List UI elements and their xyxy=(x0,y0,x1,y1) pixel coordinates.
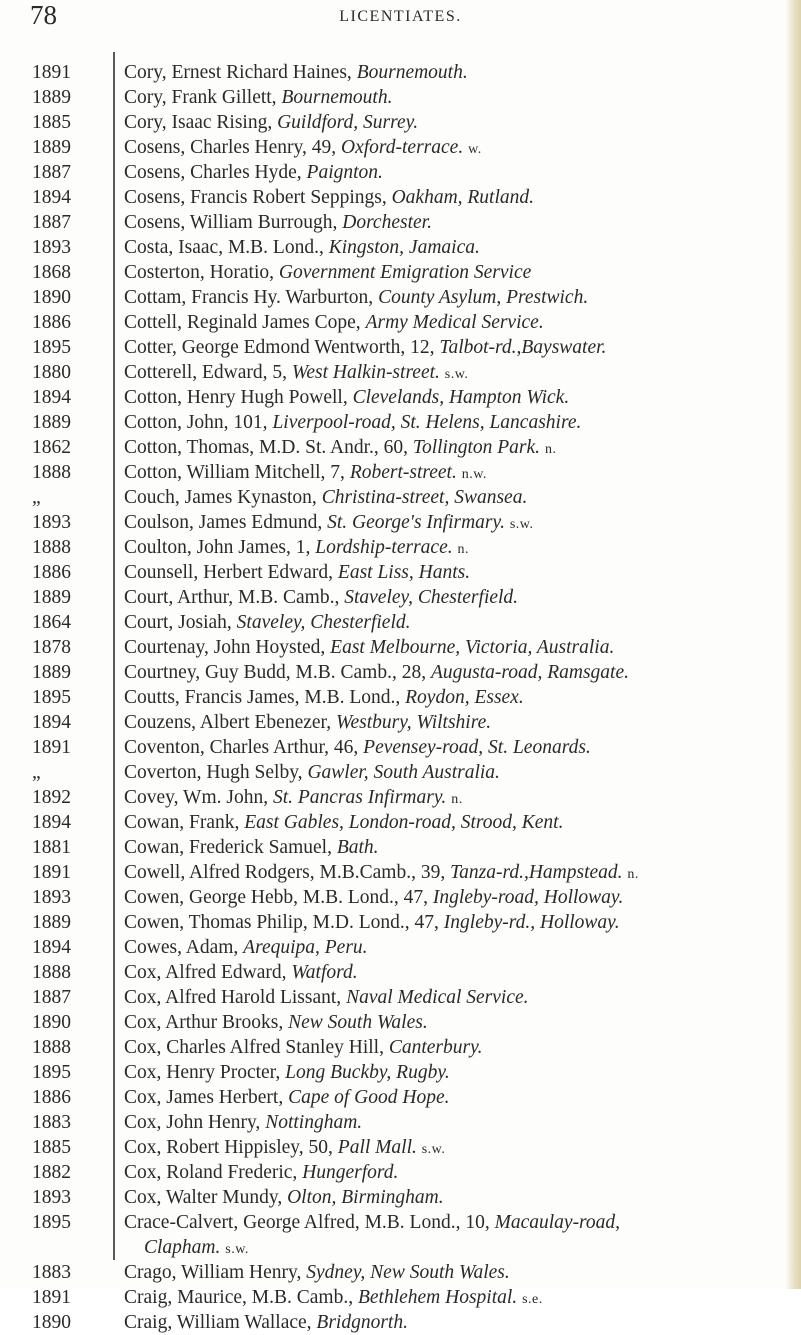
entry-text xyxy=(124,210,786,235)
list-item xyxy=(0,660,790,685)
list-item xyxy=(0,710,790,735)
list-item xyxy=(0,685,790,710)
entry-year: 1889 xyxy=(32,87,71,108)
entry-text xyxy=(124,1210,786,1235)
entry-text xyxy=(124,1310,786,1335)
list-item xyxy=(0,985,790,1010)
entry-year: 1891 xyxy=(32,62,71,83)
entry-text xyxy=(124,310,786,335)
entry-year: 1880 xyxy=(32,362,71,383)
entry-district: n. xyxy=(544,442,557,457)
entry-year: 1894 xyxy=(32,187,71,208)
entry-name: Cotton, John, 101, xyxy=(124,412,273,433)
list-item xyxy=(0,410,790,435)
entry-district: s.w. xyxy=(509,517,534,532)
entry-text xyxy=(124,635,786,660)
entry-address: Arequipa, Peru. xyxy=(243,937,368,958)
entry-year: 1889 xyxy=(32,412,71,433)
entry-district: s.w. xyxy=(225,1242,249,1257)
entry-list xyxy=(0,60,790,1335)
entry-district: s.w. xyxy=(421,1142,446,1157)
entry-address: Talbot-rd.,Bayswater. xyxy=(439,337,607,358)
entry-text xyxy=(124,585,786,610)
entry-name: Counsell, Herbert Edward, xyxy=(124,562,338,583)
entry-text xyxy=(124,835,786,860)
entry-year: 1891 xyxy=(32,737,71,758)
entry-text xyxy=(124,185,786,210)
list-item xyxy=(0,1260,790,1285)
entry-text xyxy=(124,435,786,462)
list-item xyxy=(0,1135,790,1160)
entry-address: Government Emigration Service xyxy=(278,262,532,283)
entry-name: Coventon, Charles Arthur, 46, xyxy=(124,737,364,758)
list-item xyxy=(0,360,790,385)
list-item xyxy=(0,935,790,960)
entry-name: Cory, Isaac Rising, xyxy=(124,112,278,133)
entry-text xyxy=(124,1135,786,1162)
entry-text xyxy=(124,885,786,910)
entry-name: Cox, Walter Mundy, xyxy=(124,1187,288,1208)
list-item xyxy=(0,435,790,460)
entry-address: Kingston, Jamaica. xyxy=(328,237,480,258)
entry-year: 1889 xyxy=(32,137,71,158)
list-item xyxy=(0,110,790,135)
entry-name: Cox, Robert Hippisley, 50, xyxy=(124,1137,338,1158)
running-head: LICENTIATES. xyxy=(339,8,462,25)
entry-year: 1888 xyxy=(32,962,71,983)
entry-name: Cotton, Thomas, M.D. St. Andr., 60, xyxy=(124,437,413,458)
entry-address: Liverpool-road, St. Helens, Lancashire. xyxy=(272,412,582,433)
list-item xyxy=(0,1060,790,1085)
entry-address: Hungerford. xyxy=(302,1162,399,1183)
entry-name: Coutts, Francis James, M.B. Lond., xyxy=(124,687,406,708)
entry-name: Courtenay, John Hoysted, xyxy=(124,637,331,658)
entry-address: Olton, Birmingham. xyxy=(287,1187,444,1208)
entry-year: 1892 xyxy=(32,787,71,808)
list-item xyxy=(0,335,790,360)
entry-year: 1890 xyxy=(32,287,71,308)
entry-text xyxy=(124,935,786,960)
entry-name: Cox, John Henry, xyxy=(124,1112,266,1133)
list-item xyxy=(0,785,790,810)
entry-text xyxy=(124,860,786,887)
list-item xyxy=(0,760,790,785)
entry-address: East Melbourne, Victoria, Australia. xyxy=(330,637,615,658)
entry-year: 1889 xyxy=(32,587,71,608)
entry-name: Coulson, James Edmund, xyxy=(124,512,328,533)
entry-name: Cowell, Alfred Rodgers, M.B.Camb., 39, xyxy=(124,862,451,883)
entry-address: County Asylum, Prestwich. xyxy=(378,287,589,308)
entry-year: 1891 xyxy=(32,862,71,883)
entry-district: n. xyxy=(451,792,463,807)
list-item xyxy=(0,135,790,160)
entry-name: Cosens, Francis Robert Seppings, xyxy=(124,187,392,208)
list-item xyxy=(0,1160,790,1185)
entry-year: 1887 xyxy=(32,987,71,1008)
entry-year: 1890 xyxy=(32,1312,71,1333)
entry-year: 1888 xyxy=(32,1037,71,1058)
entry-address: St. Pancras Infirmary. xyxy=(272,787,447,808)
entry-address: Guildford, Surrey. xyxy=(277,112,419,133)
entry-address: Clevelands, Hampton Wick. xyxy=(352,387,570,408)
entry-text xyxy=(124,960,786,985)
entry-name: Cotter, George Edmond Wentworth, 12, xyxy=(124,337,440,358)
entry-address: Ingleby-rd., Holloway. xyxy=(443,912,620,933)
entry-text xyxy=(124,560,786,585)
entry-address: Naval Medical Service. xyxy=(346,987,529,1008)
entry-name: Cowen, George Hebb, M.B. Lond., 47, xyxy=(124,887,433,908)
list-item xyxy=(0,460,790,485)
list-item xyxy=(0,310,790,335)
entry-name: Craig, William Wallace, xyxy=(124,1312,317,1333)
entry-district: s.e. xyxy=(522,1292,543,1307)
entry-text xyxy=(124,1060,786,1085)
entry-name: Cox, Alfred Edward, xyxy=(124,962,292,983)
entry-text xyxy=(124,660,786,685)
entry-text xyxy=(124,60,786,85)
entry-name: Costerton, Horatio, xyxy=(124,262,279,283)
entry-year: 1878 xyxy=(32,637,71,658)
entry-text xyxy=(124,1260,786,1285)
entry-year: 1862 xyxy=(32,437,71,458)
entry-year: 1887 xyxy=(32,212,71,233)
entry-text xyxy=(124,410,786,435)
entry-name: Court, Arthur, M.B. Camb., xyxy=(124,587,345,608)
entry-address: Oakham, Rutland. xyxy=(391,187,535,208)
entry-address-continued: Clapham. xyxy=(144,1237,221,1258)
entry-district: n. xyxy=(457,542,469,557)
entry-text xyxy=(124,785,786,812)
page-number: 78 xyxy=(30,0,57,30)
entry-year: 1864 xyxy=(32,612,71,633)
entry-name: Cowes, Adam, xyxy=(124,937,244,958)
entry-address: Nottingham. xyxy=(265,1112,363,1133)
entry-name: Couch, James Kynaston, xyxy=(124,487,322,508)
entry-name: Cowan, Frank, xyxy=(124,812,245,833)
entry-text xyxy=(124,235,786,260)
entry-name: Cory, Ernest Richard Haines, xyxy=(124,62,357,83)
entry-name: Coulton, John James, 1, xyxy=(124,537,316,558)
entry-address: Sydney, New South Wales. xyxy=(306,1262,510,1283)
entry-address: Cape of Good Hope. xyxy=(288,1087,450,1108)
entry-address: Macaulay-road, xyxy=(494,1212,621,1233)
entry-year: 1889 xyxy=(32,912,71,933)
entry-text xyxy=(124,510,786,537)
entry-year: 1894 xyxy=(32,812,71,833)
entry-year: 1893 xyxy=(32,1187,71,1208)
entry-address: East Liss, Hants. xyxy=(337,562,471,583)
entry-text xyxy=(124,735,786,760)
entry-text xyxy=(124,1035,786,1060)
entry-text xyxy=(124,485,786,510)
entry-district: s.w. xyxy=(444,367,469,382)
entry-address: Bath. xyxy=(336,837,379,858)
entry-text xyxy=(124,910,786,935)
entry-text xyxy=(124,285,786,310)
entry-name: Cosens, William Burrough, xyxy=(124,212,343,233)
entry-year: 1887 xyxy=(32,162,71,183)
entry-address: Lordship-terrace. xyxy=(315,537,453,558)
entry-year: 1885 xyxy=(32,1137,71,1158)
entry-address: Watford. xyxy=(291,962,358,983)
entry-name: Courtney, Guy Budd, M.B. Camb., 28, xyxy=(124,662,431,683)
entry-text xyxy=(124,135,786,162)
entry-address: Gawler, South Australia. xyxy=(307,762,500,783)
entry-name: Crago, William Henry, xyxy=(124,1262,307,1283)
page-edge xyxy=(785,0,801,1289)
entry-address: Bournemouth. xyxy=(281,87,393,108)
entry-address: Staveley, Chesterfield. xyxy=(344,587,519,608)
entry-address: Bournemouth. xyxy=(356,62,468,83)
entry-address: New South Wales. xyxy=(288,1012,428,1033)
entry-year: 1886 xyxy=(32,312,71,333)
entry-text xyxy=(124,360,786,387)
entry-text xyxy=(124,685,786,710)
entry-name: Cottell, Reginald James Cope, xyxy=(124,312,366,333)
entry-address: Bridgnorth. xyxy=(316,1312,408,1333)
entry-text xyxy=(124,1010,786,1035)
entry-address: St. George's Infirmary. xyxy=(327,512,505,533)
entry-address: Robert-street. xyxy=(349,462,457,483)
list-item xyxy=(0,835,790,860)
entry-year: 1894 xyxy=(32,937,71,958)
list-item xyxy=(0,1085,790,1110)
entry-address: Dorchester. xyxy=(342,212,432,233)
entry-text xyxy=(124,610,786,635)
entry-address: Ingleby-road, Holloway. xyxy=(432,887,624,908)
entry-year: 1886 xyxy=(32,562,71,583)
entry-text xyxy=(124,710,786,735)
entry-text xyxy=(124,1185,786,1210)
entry-address: Bethlehem Hospital. xyxy=(357,1287,518,1308)
entry-name: Cory, Frank Gillett, xyxy=(124,87,282,108)
entry-address: Paignton. xyxy=(306,162,383,183)
entry-address: Staveley, Chesterfield. xyxy=(236,612,411,633)
entry-address: Canterbury. xyxy=(388,1037,483,1058)
entry-text xyxy=(124,1110,786,1135)
list-item xyxy=(0,1185,790,1210)
entry-year: 1882 xyxy=(32,1162,71,1183)
entry-name: Cox, Roland Frederic, xyxy=(124,1162,303,1183)
entry-year: 1894 xyxy=(32,712,71,733)
entry-text xyxy=(124,1160,786,1185)
list-item xyxy=(0,585,790,610)
entry-year: „ xyxy=(32,762,41,783)
entry-year: 1888 xyxy=(32,462,71,483)
entry-name: Cotterell, Edward, 5, xyxy=(124,362,292,383)
entry-year: 1881 xyxy=(32,837,71,858)
entry-text xyxy=(124,110,786,135)
entry-year: 1885 xyxy=(32,112,71,133)
list-item xyxy=(0,1010,790,1035)
entry-address: Westbury, Wiltshire. xyxy=(336,712,492,733)
list-item xyxy=(0,160,790,185)
entry-district: n. xyxy=(627,867,639,882)
list-item xyxy=(0,535,790,560)
entry-year: 1893 xyxy=(32,887,71,908)
entry-name: Cox, Arthur Brooks, xyxy=(124,1012,289,1033)
entry-name: Cottam, Francis Hy. Warburton, xyxy=(124,287,379,308)
entry-text xyxy=(124,760,786,785)
entry-name: Cotton, William Mitchell, 7, xyxy=(124,462,350,483)
entry-address: Roydon, Essex. xyxy=(405,687,524,708)
entry-address: Augusta-road, Ramsgate. xyxy=(430,662,630,683)
list-item xyxy=(0,885,790,910)
entry-continuation xyxy=(144,1235,249,1262)
entry-year: 1894 xyxy=(32,387,71,408)
list-item xyxy=(0,960,790,985)
entry-year: 1883 xyxy=(32,1112,71,1133)
list-item xyxy=(0,635,790,660)
entry-text xyxy=(124,385,786,410)
entry-address: Army Medical Service. xyxy=(365,312,544,333)
entry-name: Crace-Calvert, George Alfred, M.B. Lond., 10, xyxy=(124,1212,495,1233)
entry-text xyxy=(124,985,786,1010)
entry-year: 1893 xyxy=(32,237,71,258)
entry-name: Cox, James Herbert, xyxy=(124,1087,289,1108)
entry-address: Christina-street, Swansea. xyxy=(321,487,528,508)
entry-year: 1889 xyxy=(32,662,71,683)
entry-name: Cosens, Charles Henry, 49, xyxy=(124,137,341,158)
list-item xyxy=(0,185,790,210)
entry-year: 1895 xyxy=(32,1212,71,1233)
entry-name: Couzens, Albert Ebenezer, xyxy=(124,712,337,733)
entry-text xyxy=(124,810,786,835)
entry-address: Pevensey-road, St. Leonards. xyxy=(363,737,591,758)
entry-name: Cowen, Thomas Philip, M.D. Lond., 47, xyxy=(124,912,444,933)
entry-year: 1883 xyxy=(32,1262,71,1283)
list-item xyxy=(0,385,790,410)
entry-text xyxy=(124,1085,786,1110)
entry-address: East Gables, London-road, Strood, Kent. xyxy=(244,812,564,833)
list-item xyxy=(0,260,790,285)
list-item xyxy=(0,1210,790,1260)
list-item xyxy=(0,860,790,885)
entry-year: 1890 xyxy=(32,1012,71,1033)
list-item xyxy=(0,910,790,935)
entry-year: 1895 xyxy=(32,687,71,708)
entry-district: n.w. xyxy=(461,467,487,482)
entry-name: Coverton, Hugh Selby, xyxy=(124,762,308,783)
list-item xyxy=(0,1110,790,1135)
list-item xyxy=(0,210,790,235)
entry-name: Cosens, Charles Hyde, xyxy=(124,162,307,183)
list-item xyxy=(0,610,790,635)
entry-address: West Halkin-street. xyxy=(291,362,440,383)
entry-text xyxy=(124,85,786,110)
list-item xyxy=(0,810,790,835)
entry-text xyxy=(124,1285,786,1312)
entry-year: 1893 xyxy=(32,512,71,533)
entry-address: Oxford-terrace. xyxy=(341,137,464,158)
entry-year: „ xyxy=(32,487,41,508)
list-item xyxy=(0,60,790,85)
entry-name: Cotton, Henry Hugh Powell, xyxy=(124,387,353,408)
entry-year: 1868 xyxy=(32,262,71,283)
list-item xyxy=(0,735,790,760)
list-item xyxy=(0,485,790,510)
entry-name: Cox, Henry Procter, xyxy=(124,1062,286,1083)
entry-name: Covey, Wm. John, xyxy=(124,787,273,808)
entry-year: 1888 xyxy=(32,537,71,558)
entry-name: Craig, Maurice, M.B. Camb., xyxy=(124,1287,358,1308)
entry-year: 1895 xyxy=(32,1062,71,1083)
entry-year: 1891 xyxy=(32,1287,71,1308)
list-item xyxy=(0,235,790,260)
entry-text xyxy=(124,460,786,487)
entry-text xyxy=(124,160,786,185)
list-item xyxy=(0,285,790,310)
list-item xyxy=(0,1035,790,1060)
list-item xyxy=(0,510,790,535)
entry-text xyxy=(124,335,786,360)
entry-name: Court, Josiah, xyxy=(124,612,237,633)
entry-year: 1895 xyxy=(32,337,71,358)
entry-district: w. xyxy=(468,142,482,157)
list-item xyxy=(0,85,790,110)
entry-name: Cox, Charles Alfred Stanley Hill, xyxy=(124,1037,389,1058)
entry-address: Tollington Park. xyxy=(412,437,541,458)
entry-name: Cowan, Frederick Samuel, xyxy=(124,837,337,858)
list-item xyxy=(0,1310,790,1335)
entry-text xyxy=(124,260,786,285)
entry-name: Cox, Alfred Harold Lissant, xyxy=(124,987,347,1008)
entry-address: Pall Mall. xyxy=(337,1137,417,1158)
list-item xyxy=(0,560,790,585)
entry-address: Long Buckby, Rugby. xyxy=(285,1062,450,1083)
entry-address: Tanza-rd.,Hampstead. xyxy=(450,862,623,883)
entry-text xyxy=(124,535,786,562)
entry-year: 1886 xyxy=(32,1087,71,1108)
entry-name: Costa, Isaac, M.B. Lond., xyxy=(124,237,329,258)
